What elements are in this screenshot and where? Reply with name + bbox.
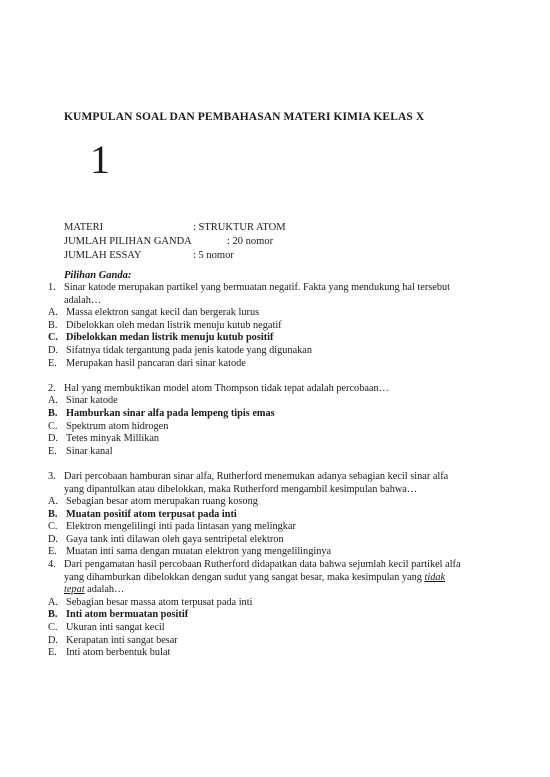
question-line-part: adalah…	[87, 584, 125, 596]
question-3	[0, 471, 550, 559]
option-letter: B.	[48, 319, 58, 331]
option-text: Kerapatan inti sangat besar	[66, 634, 178, 646]
question-number: 3.	[48, 470, 56, 482]
option-letter: D.	[48, 533, 59, 545]
option-d	[0, 635, 550, 648]
option-d	[0, 345, 550, 358]
chapter-number: 1	[90, 137, 110, 182]
option-d	[0, 534, 550, 547]
document-title: KUMPULAN SOAL DAN PEMBAHASAN MATERI KIMIA KELAS X	[64, 111, 425, 123]
option-e	[0, 647, 550, 660]
option-letter: D.	[48, 634, 59, 646]
meta-label: JUMLAH PILIHAN GANDA	[64, 236, 192, 247]
option-letter: E.	[48, 546, 57, 558]
meta-value: : STRUKTUR ATOM	[193, 222, 286, 233]
option-e	[0, 358, 550, 371]
option-letter: E.	[48, 647, 57, 659]
question-line: yang dipantulkan atau dibelokkan, maka Rutherford mengambil kesimpulan bahwa…	[64, 483, 418, 495]
option-a	[0, 496, 550, 509]
option-letter: D.	[48, 344, 59, 356]
meta-value: : 20 nomor	[227, 236, 274, 247]
option-text: Spektrum atom hidrogen	[66, 420, 169, 432]
question-line: Dari percobaan hamburan sinar alfa, Rutherford menemukan adanya sebagian kecil sinar alfa	[64, 470, 449, 482]
option-letter: A.	[48, 307, 59, 319]
option-text: Elektron mengelilingi inti pada lintasan yang melingkar	[66, 521, 296, 533]
option-letter: C.	[48, 622, 58, 634]
option-text: Inti atom berbentuk bulat	[66, 647, 171, 659]
option-letter: A.	[48, 496, 59, 508]
option-a	[0, 395, 550, 408]
question-4	[0, 559, 550, 660]
question-number: 2.	[48, 382, 56, 394]
question-line: Hal yang membuktikan model atom Thompson tidak tepat adalah percobaan…	[64, 382, 389, 394]
question-list	[0, 282, 550, 660]
option-c	[0, 622, 550, 635]
option-letter: C.	[48, 332, 59, 344]
option-b-correct	[0, 408, 550, 421]
option-text: Sebagian besar massa atom terpusat pada inti	[66, 596, 253, 608]
option-text: Sinar katode	[66, 395, 118, 407]
question-line: Sinar katode merupakan partikel yang bermuatan negatif. Fakta yang mendukung hal tersebut	[64, 282, 451, 293]
question-line	[64, 584, 490, 597]
option-c	[0, 421, 550, 434]
question-text	[0, 282, 550, 307]
spacer	[0, 370, 550, 383]
section-title: Pilihan Ganda:	[64, 270, 132, 281]
option-e	[0, 546, 550, 559]
option-d	[0, 433, 550, 446]
option-text: Muatan positif atom terpusat pada inti	[66, 508, 237, 520]
option-letter: C.	[48, 420, 58, 432]
option-text: Ukuran inti sangat kecil	[66, 622, 165, 634]
option-text: Massa elektron sangat kecil dan bergerak lurus	[66, 307, 260, 319]
option-text: Inti atom bermuatan positif	[66, 609, 189, 621]
option-letter: C.	[48, 521, 58, 533]
option-c-correct	[0, 332, 550, 345]
option-b-correct	[0, 609, 550, 622]
question-line: Dari pengamatan hasil percobaan Rutherford didapatkan data bahwa sejumlah kecil partikel alfa	[64, 559, 461, 571]
underlined-word: tepat	[64, 584, 85, 596]
option-text: Dibelokkan medan listrik menuju kutub positif	[66, 332, 274, 344]
option-text: Muatan inti sama dengan muatan elektron yang mengelilinginya	[66, 546, 332, 558]
question-line-part: yang dihamburkan dibelokkan dengan sudut yang sangat besar, maka kesimpulan yang	[64, 571, 422, 583]
option-b	[0, 320, 550, 333]
option-letter: A.	[48, 596, 59, 608]
option-c	[0, 521, 550, 534]
meta-label: MATERI	[64, 222, 104, 233]
option-letter: B.	[48, 508, 58, 520]
option-letter: B.	[48, 609, 58, 621]
option-text: Tetes minyak Millikan	[66, 433, 160, 445]
option-a	[0, 597, 550, 610]
question-number: 4.	[48, 559, 56, 571]
meta-value: : 5 nomor	[193, 250, 234, 261]
question-line	[64, 572, 490, 585]
question-text	[0, 383, 550, 396]
option-text: Sifatnya tidak tergantung pada jenis katode yang digunakan	[66, 344, 313, 356]
spacer	[0, 458, 550, 471]
question-line: adalah…	[64, 294, 102, 306]
question-number: 1.	[48, 282, 56, 293]
option-text: Gaya tank inti dilawan oleh gaya sentripetal elektron	[66, 533, 284, 545]
option-letter: E.	[48, 357, 57, 369]
question-2	[0, 383, 550, 459]
meta-label: JUMLAH ESSAY	[64, 250, 142, 261]
option-text: Hamburkan sinar alfa pada lempeng tipis emas	[66, 407, 275, 419]
option-text: Dibelokkan oleh medan listrik menuju kutub negatif	[66, 319, 282, 331]
question-text	[0, 559, 550, 597]
option-b-correct	[0, 509, 550, 522]
option-text: Merupakan hasil pancaran dari sinar katode	[66, 357, 246, 369]
question-text	[0, 471, 550, 496]
option-letter: D.	[48, 433, 59, 445]
option-e	[0, 446, 550, 459]
option-text: Sebagian besar atom merupakan ruang kosong	[66, 496, 258, 508]
option-letter: E.	[48, 445, 57, 457]
option-a	[0, 307, 550, 320]
question-1	[0, 282, 550, 370]
option-letter: B.	[48, 407, 58, 419]
option-text: Sinar kanal	[66, 445, 113, 457]
option-letter: A.	[48, 395, 59, 407]
underlined-word: tidak	[424, 571, 446, 583]
